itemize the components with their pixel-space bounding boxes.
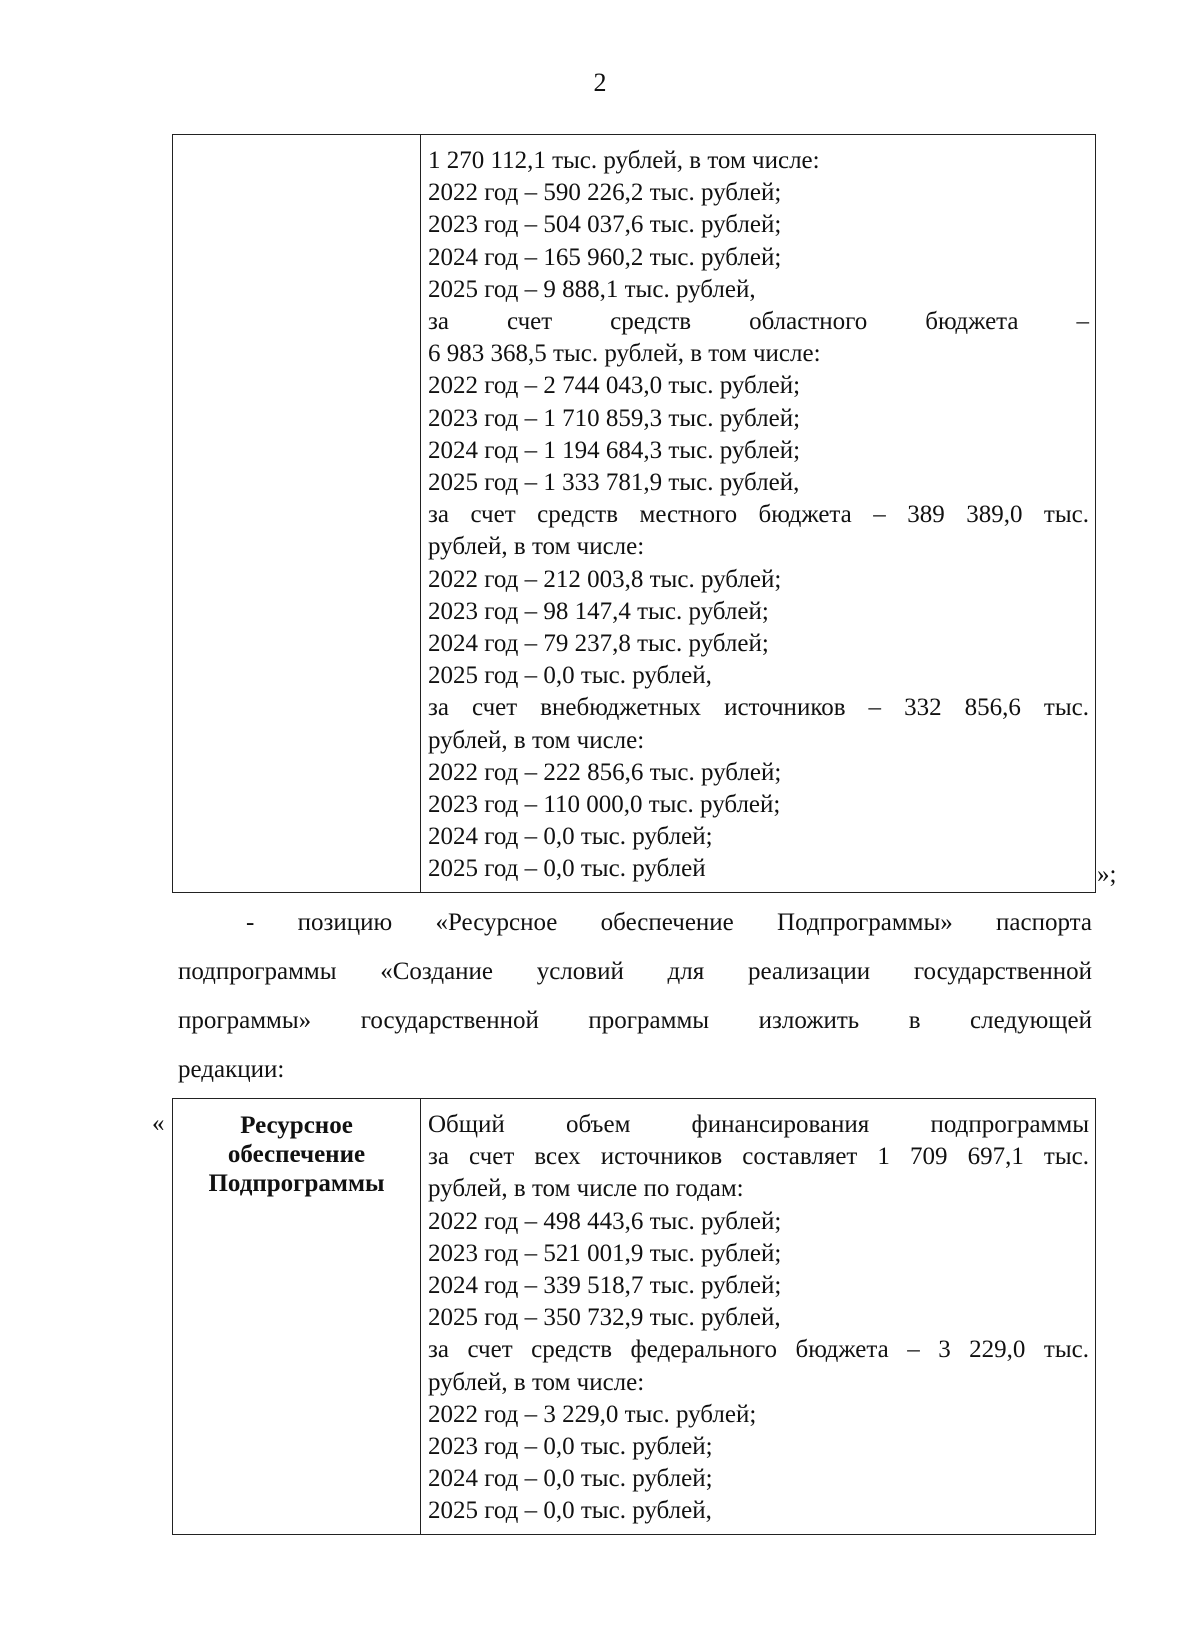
position-title-line: обеспечение	[227, 1141, 366, 1168]
text-line: 2022 год – 222 856,6 тыс. рублей;	[428, 758, 782, 786]
table-right-cell	[421, 1099, 1096, 1535]
text-line: 2023 год – 110 000,0 тыс. рублей;	[428, 791, 781, 819]
text-line: 2024 год – 0,0 тыс. рублей;	[428, 823, 713, 851]
text-line: 2022 год – 590 226,2 тыс. рублей;	[428, 179, 782, 207]
text-line: 2024 год – 339 518,7 тыс. рублей;	[428, 1272, 782, 1300]
text-line: 2024 год – 165 960,2 тыс. рублей;	[428, 243, 782, 271]
paragraph-line: - позицию «Ресурсное обеспечение Подпрограммы» паспорта	[246, 909, 1092, 936]
text-line: 2025 год – 0,0 тыс. рублей,	[428, 1497, 712, 1525]
funding-table-continued	[172, 134, 1096, 893]
table-left-cell	[173, 135, 421, 893]
closing-quote: »;	[1097, 861, 1117, 888]
text-line: 2025 год – 0,0 тыс. рублей	[428, 855, 706, 883]
text-line: за счет всех источников составляет 1 709 697,1 тыс.	[428, 1143, 1089, 1171]
text-line: рублей, в том числе:	[428, 1368, 645, 1396]
table-left-cell	[173, 1099, 421, 1535]
paragraph-line: подпрограммы «Создание условий для реализации государственной	[178, 958, 1092, 985]
text-line: за счет средств федерального бюджета – 3 229,0 тыс.	[428, 1336, 1089, 1364]
text-line: за счет средств местного бюджета – 389 389,0 тыс.	[428, 501, 1089, 529]
table-right-cell	[421, 135, 1096, 893]
text-line: 2025 год – 0,0 тыс. рублей,	[428, 662, 712, 690]
opening-quote: «	[152, 1110, 165, 1137]
funding-text	[421, 1099, 1095, 1534]
text-line: 2023 год – 521 001,9 тыс. рублей;	[428, 1239, 782, 1267]
position-title	[173, 1099, 420, 1198]
text-line: 2023 год – 1 710 859,3 тыс. рублей;	[428, 404, 801, 432]
text-line: 2025 год – 350 732,9 тыс. рублей,	[428, 1304, 781, 1332]
text-line: 6 983 368,5 тыс. рублей, в том числе:	[428, 340, 821, 368]
text-line: 2023 год – 0,0 тыс. рублей;	[428, 1433, 713, 1461]
text-line: 1 270 112,1 тыс. рублей, в том числе:	[428, 147, 820, 174]
text-line: 2023 год – 504 037,6 тыс. рублей;	[428, 211, 782, 239]
text-line: 2024 год – 79 237,8 тыс. рублей;	[428, 630, 769, 658]
paragraph-line: программы» государственной программы изложить в следующей	[178, 1007, 1092, 1034]
text-line: за счет средств областного бюджета –	[428, 308, 1089, 336]
text-line: рублей, в том числе по годам:	[428, 1175, 744, 1203]
text-line: 2024 год – 0,0 тыс. рублей;	[428, 1465, 713, 1493]
text-line: Общий объем финансирования подпрограммы	[428, 1111, 1089, 1138]
funding-text	[421, 135, 1095, 892]
position-title-line: Подпрограммы	[208, 1170, 385, 1197]
text-line: 2022 год – 3 229,0 тыс. рублей;	[428, 1400, 757, 1428]
text-line: 2022 год – 498 443,6 тыс. рублей;	[428, 1207, 782, 1235]
amendment-paragraph	[178, 898, 1092, 1094]
text-line: за счет внебюджетных источников – 332 856,6 тыс.	[428, 694, 1089, 722]
page-number: 2	[593, 68, 607, 97]
text-line: рублей, в том числе:	[428, 726, 645, 754]
text-line: 2024 год – 1 194 684,3 тыс. рублей;	[428, 436, 801, 464]
text-line: 2022 год – 212 003,8 тыс. рублей;	[428, 565, 782, 593]
paragraph-line: редакции:	[178, 1056, 285, 1083]
text-line: 2025 год – 9 888,1 тыс. рублей,	[428, 275, 756, 303]
text-line: 2025 год – 1 333 781,9 тыс. рублей,	[428, 469, 800, 497]
resource-provision-table	[172, 1098, 1096, 1535]
text-line: 2022 год – 2 744 043,0 тыс. рублей;	[428, 372, 801, 400]
text-line: рублей, в том числе:	[428, 533, 645, 561]
position-title-line: Ресурсное	[240, 1112, 353, 1139]
text-line: 2023 год – 98 147,4 тыс. рублей;	[428, 597, 769, 625]
